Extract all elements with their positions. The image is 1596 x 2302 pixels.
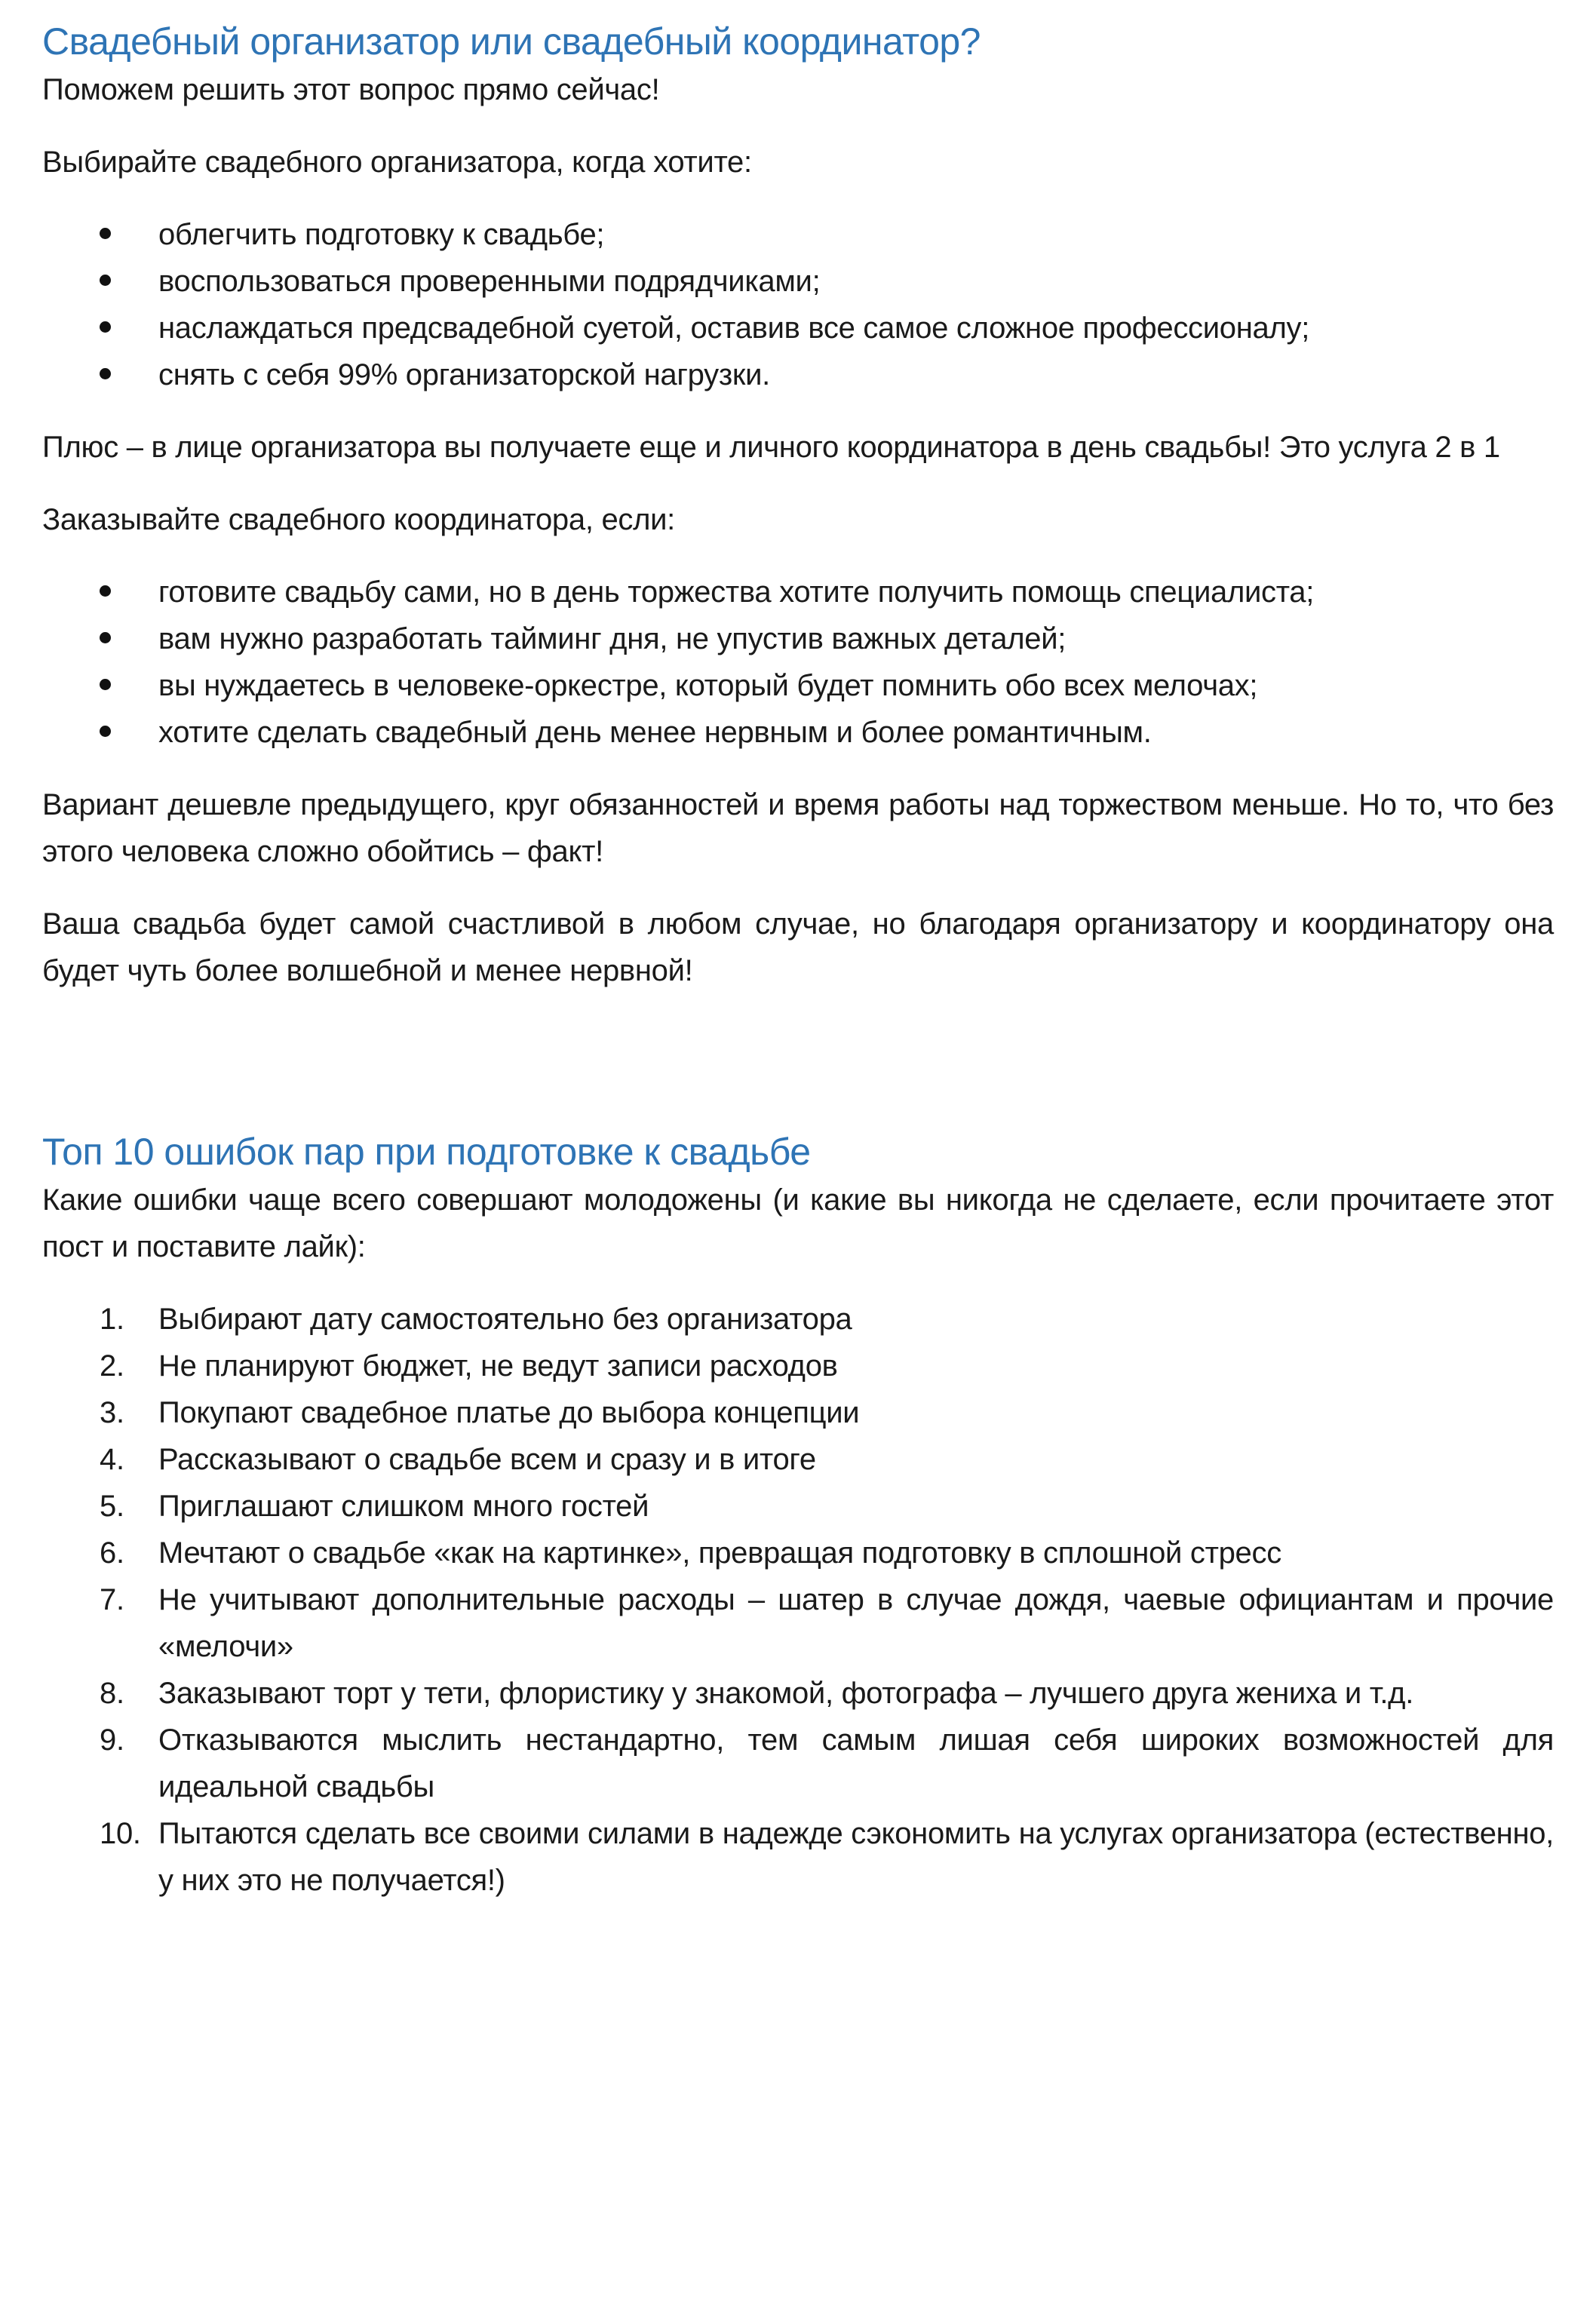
bullet-icon [100, 368, 111, 379]
list-number: 9. [100, 1723, 124, 1757]
list-item: снять с себя 99% организаторской нагрузки. [42, 351, 1554, 398]
list-number: 4. [100, 1443, 124, 1476]
bullet-icon [100, 679, 111, 690]
list-item: вам нужно разработать тайминг дня, не упустив важных деталей; [42, 615, 1554, 662]
bullet-icon [100, 228, 111, 239]
list-item: 10. Пытаются сделать все своими силами в надежде сэкономить на услугах организатора (естественно, у них это не получается!) [42, 1810, 1554, 1904]
list-item: 3. Покупают свадебное платье до выбора концепции [42, 1389, 1554, 1436]
bullet-icon [100, 632, 111, 643]
list-number: 1. [100, 1303, 124, 1336]
list-item: 6. Мечтают о свадьбе «как на картинке», превращая подготовку в сплошной стресс [42, 1530, 1554, 1576]
list-item: воспользоваться проверенными подрядчиками; [42, 258, 1554, 305]
section1-title: Свадебный организатор или свадебный координатор? [42, 20, 981, 63]
organizer-intro: Выбирайте свадебного организатора, когда хотите: [42, 146, 752, 179]
list-item: хотите сделать свадебный день менее нервным и более романтичным. [42, 709, 1554, 756]
list-item: 7. Не учитывают дополнительные расходы – шатер в случае дождя, чаевые официантам и прочие «мелочи» [42, 1576, 1554, 1670]
list-number: 10. [100, 1817, 141, 1850]
list-item: готовите свадьбу сами, но в день торжества хотите получить помощь специалиста; [42, 569, 1554, 615]
coordinator-intro: Заказывайте свадебного координатора, если: [42, 503, 675, 536]
mistakes-list [42, 1296, 1554, 1904]
organizer-reasons-list [42, 211, 1554, 398]
list-item: облегчить подготовку к свадьбе; [42, 211, 1554, 258]
list-item: 1. Выбирают дату самостоятельно без организатора [42, 1296, 1554, 1343]
list-number: 8. [100, 1677, 124, 1710]
coordinator-note: Вариант дешевле предыдущего, круг обязанностей и время работы над торжеством меньше. Но то, что без этого человека сложно обойтись – факт! [42, 788, 1554, 868]
section-spacer [42, 1020, 1554, 1127]
section2-title: Топ 10 ошибок пар при подготовке к свадьбе [42, 1131, 811, 1173]
list-number: 3. [100, 1396, 124, 1429]
list-item: наслаждаться предсвадебной суетой, оставив все самое сложное профессионалу; [42, 305, 1554, 351]
list-number: 2. [100, 1349, 124, 1383]
bullet-icon [100, 275, 111, 286]
conclusion: Ваша свадьба будет самой счастливой в любом случае, но благодаря организатору и координатору она будет чуть более волшебной и менее нервной! [42, 907, 1554, 987]
list-number: 7. [100, 1583, 124, 1616]
bullet-icon [100, 726, 111, 737]
bullet-icon [100, 321, 111, 333]
list-number: 6. [100, 1536, 124, 1570]
list-item: 5. Приглашают слишком много гостей [42, 1483, 1554, 1530]
section2-intro: Какие ошибки чаще всего совершают молодожены (и какие вы никогда не сделаете, если прочитаете этот пост и поставите лайк): [42, 1183, 1554, 1263]
list-item: вы нуждаетесь в человеке-оркестре, который будет помнить обо всех мелочах; [42, 662, 1554, 709]
list-item: 2. Не планируют бюджет, не ведут записи расходов [42, 1343, 1554, 1389]
document-page [42, 17, 1554, 1929]
list-item: 9. Отказываются мыслить нестандартно, тем самым лишая себя широких возможностей для идеальной свадьбы [42, 1717, 1554, 1810]
section1-subtitle: Поможем решить этот вопрос прямо сейчас! [42, 73, 660, 106]
list-item: 8. Заказывают торт у тети, флористику у знакомой, фотографа – лучшего друга жениха и т.д. [42, 1670, 1554, 1717]
list-item: 4. Рассказывают о свадьбе всем и сразу и в итоге [42, 1436, 1554, 1483]
list-number: 5. [100, 1490, 124, 1523]
organizer-plus: Плюс – в лице организатора вы получаете еще и личного координатора в день свадьбы! Это услуга 2 в 1 [42, 431, 1500, 464]
bullet-icon [100, 585, 111, 597]
coordinator-reasons-list [42, 569, 1554, 756]
